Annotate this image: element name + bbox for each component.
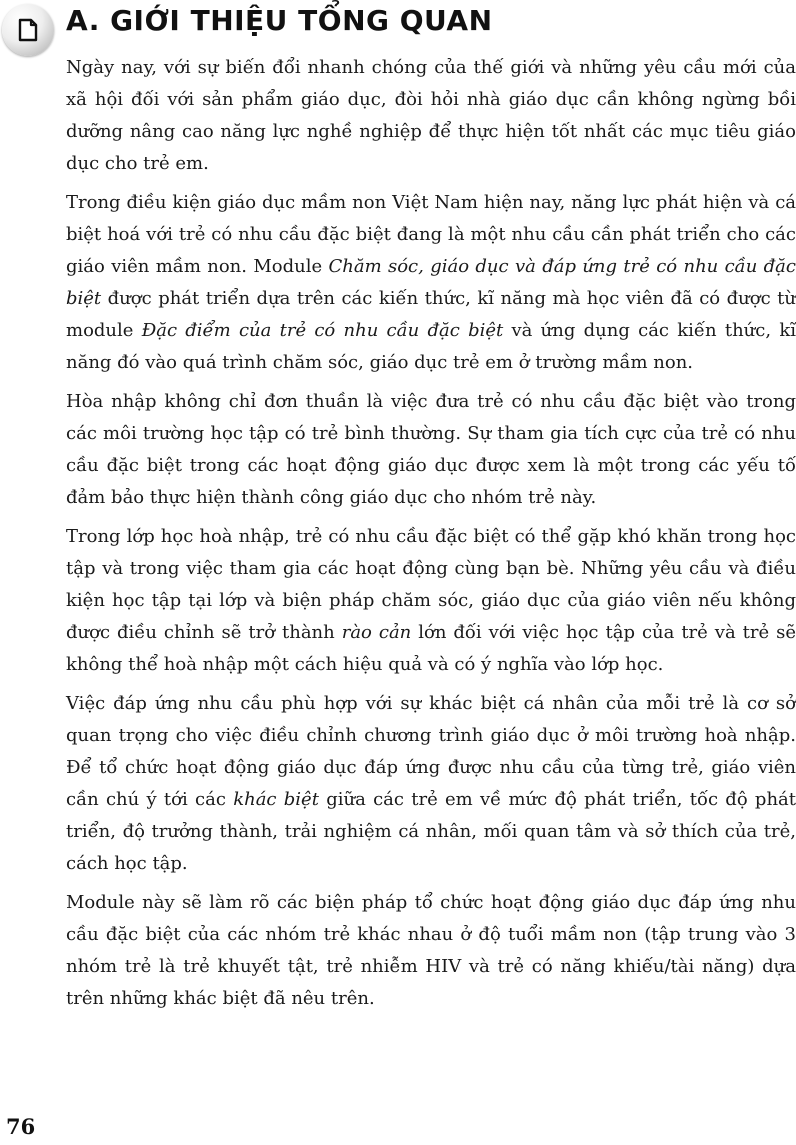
emphasis-italic: khác biệt: [233, 789, 319, 810]
section-header: [0, 0, 796, 52]
paragraph-intro: Ngày nay, với sự biến đổi nhanh chóng của thế giới và những yêu cầu mới của xã hội đối với sản phẩm giáo dục, đòi hỏi nhà giáo dục cần không ngừng bồi dưỡng nâng cao năng lực nghề nghiệp để thực hiện tốt nhất các mục tiêu giáo dục cho trẻ em.: [66, 57, 796, 174]
document-icon: [2, 4, 54, 56]
paragraph-module-context: [66, 187, 796, 379]
paragraph-inclusion: Hòa nhập không chỉ đơn thuần là việc đưa trẻ có nhu cầu đặc biệt vào trong các môi trường học tập có trẻ bình thường. Sự tham gia tích cực của trẻ có nhu cầu đặc biệt trong các hoạt động giáo dục được xem là một trong các yếu tố đảm bảo thực hiện thành công giáo dục cho nhóm trẻ này.: [66, 391, 796, 508]
paragraph-classroom: [66, 521, 796, 681]
module-title-italic: Chăm sóc, giáo dục và đáp ứng trẻ có nhu cầu đặc biệt: [66, 256, 796, 309]
paragraph-text: lớn đối với việc học tập của trẻ và trẻ sẽ không thể hoà nhập một cách hiệu quả và có ý nghĩa vào lớp học.: [66, 622, 796, 675]
paragraph-text: và ứng dụng các kiến thức, kĩ năng đó vào quá trình chăm sóc, giáo dục trẻ em ở trường mầm non.: [66, 320, 796, 373]
module-title-italic: Đặc điểm của trẻ có nhu cầu đặc biệt: [141, 320, 504, 341]
paragraph-module-scope: Module này sẽ làm rõ các biện pháp tổ chức hoạt động giáo dục đáp ứng nhu cầu đặc biệt của các nhóm trẻ khác nhau ở độ tuổi mầm non (tập trung vào 3 nhóm trẻ là trẻ khuyết tật, trẻ nhiễm HIV và trẻ có năng khiếu/tài năng) dựa trên những khác biệt đã nêu trên.: [66, 892, 796, 1009]
body-text: [66, 52, 796, 1022]
paragraph-text: giữa các trẻ em về mức độ phát triển, tốc độ phát triển, độ trưởng thành, trải nghiệm cá nhân, mối quan tâm và sở thích của trẻ, cách học tập.: [66, 789, 796, 874]
page-number: 76: [6, 1114, 36, 1139]
paragraph-text: Trong điều kiện giáo dục mầm non Việt Nam hiện nay, năng lực phát hiện và cá biệt hoá với trẻ có nhu cầu đặc biệt đang là một nhu cầu cần phát triển cho các giáo viên mầm non. Module: [66, 192, 796, 277]
section-title: A. GIỚI THIỆU TỔNG QUAN: [66, 4, 493, 37]
paragraph-differences: [66, 688, 796, 880]
paragraph-text: Trong lớp học hoà nhập, trẻ có nhu cầu đặc biệt có thể gặp khó khăn trong học tập và trong việc tham gia các hoạt động cùng bạn bè. Những yêu cầu và điều kiện học tập tại lớp và biện pháp chăm sóc, giáo dục của giáo viên nếu không được điều chỉnh sẽ trở thành: [66, 526, 796, 643]
paragraph-text: Việc đáp ứng nhu cầu phù hợp với sự khác biệt cá nhân của mỗi trẻ là cơ sở quan trọng cho việc điều chỉnh chương trình giáo dục ở môi trường hoà nhập. Để tổ chức hoạt động giáo dục đáp ứng được nhu cầu của từng trẻ, giáo viên cần chú ý tới các: [66, 693, 796, 810]
paragraph-text: được phát triển dựa trên các kiến thức, kĩ năng mà học viên đã có được từ module: [66, 288, 796, 341]
emphasis-italic: rào cản: [341, 622, 412, 643]
